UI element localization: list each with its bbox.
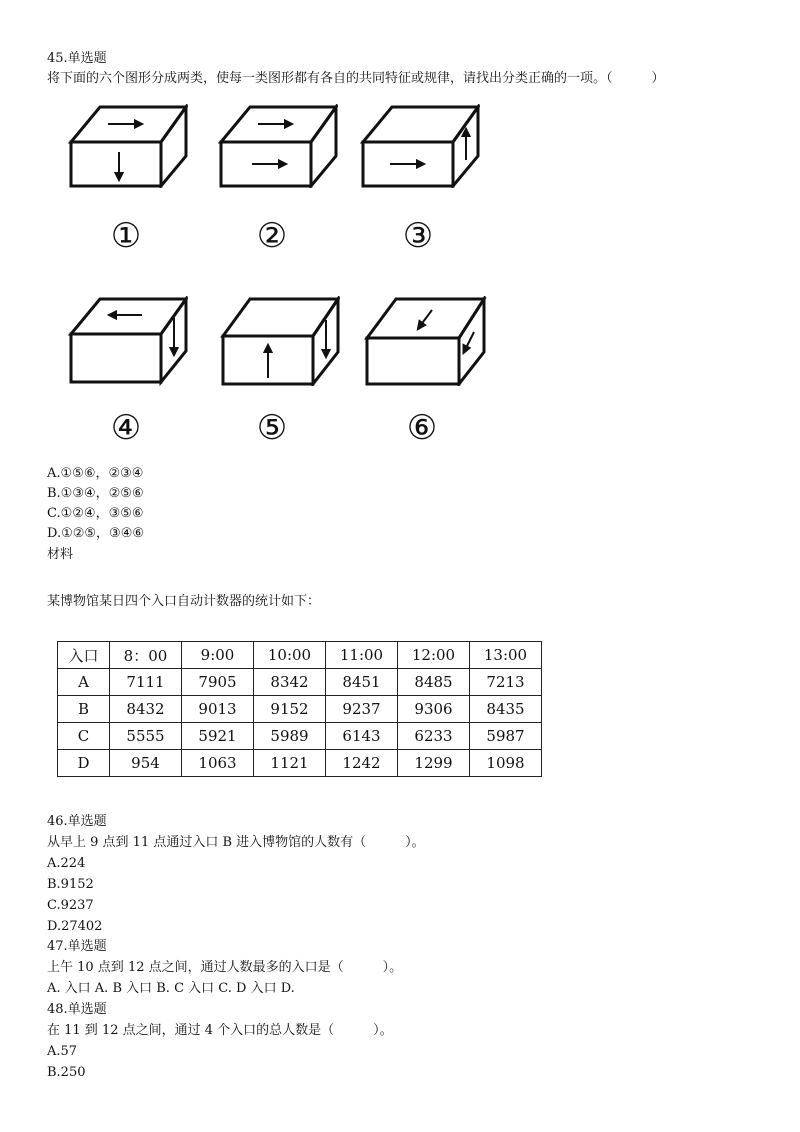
table-cell: 9237 bbox=[326, 696, 398, 723]
cube-arrows-5-icon bbox=[220, 296, 340, 386]
entrance-counter-table bbox=[57, 641, 542, 777]
table-cell: 1242 bbox=[326, 750, 398, 777]
material-title: 材料 bbox=[47, 547, 74, 562]
table-row-label: B bbox=[58, 696, 110, 723]
question-47-stem: 上午 10 点到 12 点之间，通过人数最多的入口是（ ）。 bbox=[47, 960, 403, 975]
table-header-cell: 入口 bbox=[58, 642, 110, 669]
figure-2 bbox=[218, 104, 338, 188]
cube-arrows-3-icon bbox=[360, 104, 480, 188]
table-cell: 7905 bbox=[182, 669, 254, 696]
figure-label-1: ① bbox=[110, 216, 142, 256]
question-45-option-b[interactable]: B.①③④，②⑤⑥ bbox=[47, 486, 144, 501]
question-48-stem: 在 11 到 12 点之间，通过 4 个入口的总人数是（ ）。 bbox=[47, 1023, 393, 1038]
figure-label-4: ④ bbox=[110, 408, 142, 448]
table-cell: 9152 bbox=[254, 696, 326, 723]
table-row-label: A bbox=[58, 669, 110, 696]
table-cell: 5987 bbox=[470, 723, 542, 750]
question-46-type: 46.单选题 bbox=[47, 814, 107, 829]
table-cell: 8435 bbox=[470, 696, 542, 723]
figure-3 bbox=[360, 104, 480, 188]
figure-6 bbox=[364, 296, 488, 386]
question-45-option-d[interactable]: D.①②⑤，③④⑥ bbox=[47, 526, 145, 541]
table-cell: 5989 bbox=[254, 723, 326, 750]
question-47-options[interactable]: A. 入口 A. B 入口 B. C 入口 C. D 入口 D. bbox=[47, 981, 295, 996]
question-46-option-a[interactable]: A.224 bbox=[47, 856, 86, 871]
cube-arrows-2-icon bbox=[218, 104, 338, 188]
question-48-type: 48.单选题 bbox=[47, 1002, 107, 1017]
table-cell: 1299 bbox=[398, 750, 470, 777]
question-46-stem: 从早上 9 点到 11 点通过入口 B 进入博物馆的人数有（ ）。 bbox=[47, 835, 425, 850]
table-cell: 8432 bbox=[110, 696, 182, 723]
table-row bbox=[58, 696, 542, 723]
question-45-option-a[interactable]: A.①⑤⑥，②③④ bbox=[47, 466, 144, 481]
question-46-option-d[interactable]: D.27402 bbox=[47, 919, 103, 934]
figure-label-5: ⑤ bbox=[256, 408, 288, 448]
table-cell: 7213 bbox=[470, 669, 542, 696]
table-cell: 1063 bbox=[182, 750, 254, 777]
table-row bbox=[58, 669, 542, 696]
question-45-type: 45.单选题 bbox=[47, 51, 107, 66]
question-45-option-c[interactable]: C.①②④，③⑤⑥ bbox=[47, 506, 144, 521]
table-row-label: C bbox=[58, 723, 110, 750]
table-header-cell: 9:00 bbox=[182, 642, 254, 669]
table-cell: 7111 bbox=[110, 669, 182, 696]
table-cell: 9013 bbox=[182, 696, 254, 723]
figure-5 bbox=[220, 296, 340, 386]
question-46-option-c[interactable]: C.9237 bbox=[47, 898, 94, 913]
table-row-label: D bbox=[58, 750, 110, 777]
table-header-cell: 12:00 bbox=[398, 642, 470, 669]
question-47-type: 47.单选题 bbox=[47, 939, 107, 954]
figure-label-2: ② bbox=[256, 216, 288, 256]
cube-arrows-1-icon bbox=[68, 104, 188, 188]
table-cell: 8451 bbox=[326, 669, 398, 696]
figure-4 bbox=[68, 296, 188, 386]
table-cell: 1121 bbox=[254, 750, 326, 777]
table-cell: 1098 bbox=[470, 750, 542, 777]
table-header-cell: 10:00 bbox=[254, 642, 326, 669]
question-45-stem: 将下面的六个图形分成两类，使每一类图形都有各自的共同特征或规律，请找出分类正确的一项。（ ） bbox=[47, 71, 665, 86]
table-cell: 5555 bbox=[110, 723, 182, 750]
table-cell: 5921 bbox=[182, 723, 254, 750]
table-row bbox=[58, 723, 542, 750]
table-cell: 6143 bbox=[326, 723, 398, 750]
cube-arrows-4-icon bbox=[68, 296, 188, 386]
table-cell: 8342 bbox=[254, 669, 326, 696]
cube-arrows-6-icon bbox=[364, 296, 488, 386]
table-row bbox=[58, 750, 542, 777]
table-header-cell: 8：00 bbox=[110, 642, 182, 669]
table-cell: 954 bbox=[110, 750, 182, 777]
table-header-cell: 13:00 bbox=[470, 642, 542, 669]
table-header-row bbox=[58, 642, 542, 669]
question-48-option-b[interactable]: B.250 bbox=[47, 1065, 86, 1080]
figure-label-3: ③ bbox=[402, 216, 434, 256]
table-header-cell: 11:00 bbox=[326, 642, 398, 669]
table-cell: 9306 bbox=[398, 696, 470, 723]
figure-1 bbox=[68, 104, 188, 188]
table-cell: 6233 bbox=[398, 723, 470, 750]
material-intro: 某博物馆某日四个入口自动计数器的统计如下： bbox=[47, 594, 321, 609]
question-46-option-b[interactable]: B.9152 bbox=[47, 877, 94, 892]
figure-label-6: ⑥ bbox=[406, 408, 438, 448]
question-48-option-a[interactable]: A.57 bbox=[47, 1044, 78, 1059]
table-cell: 8485 bbox=[398, 669, 470, 696]
